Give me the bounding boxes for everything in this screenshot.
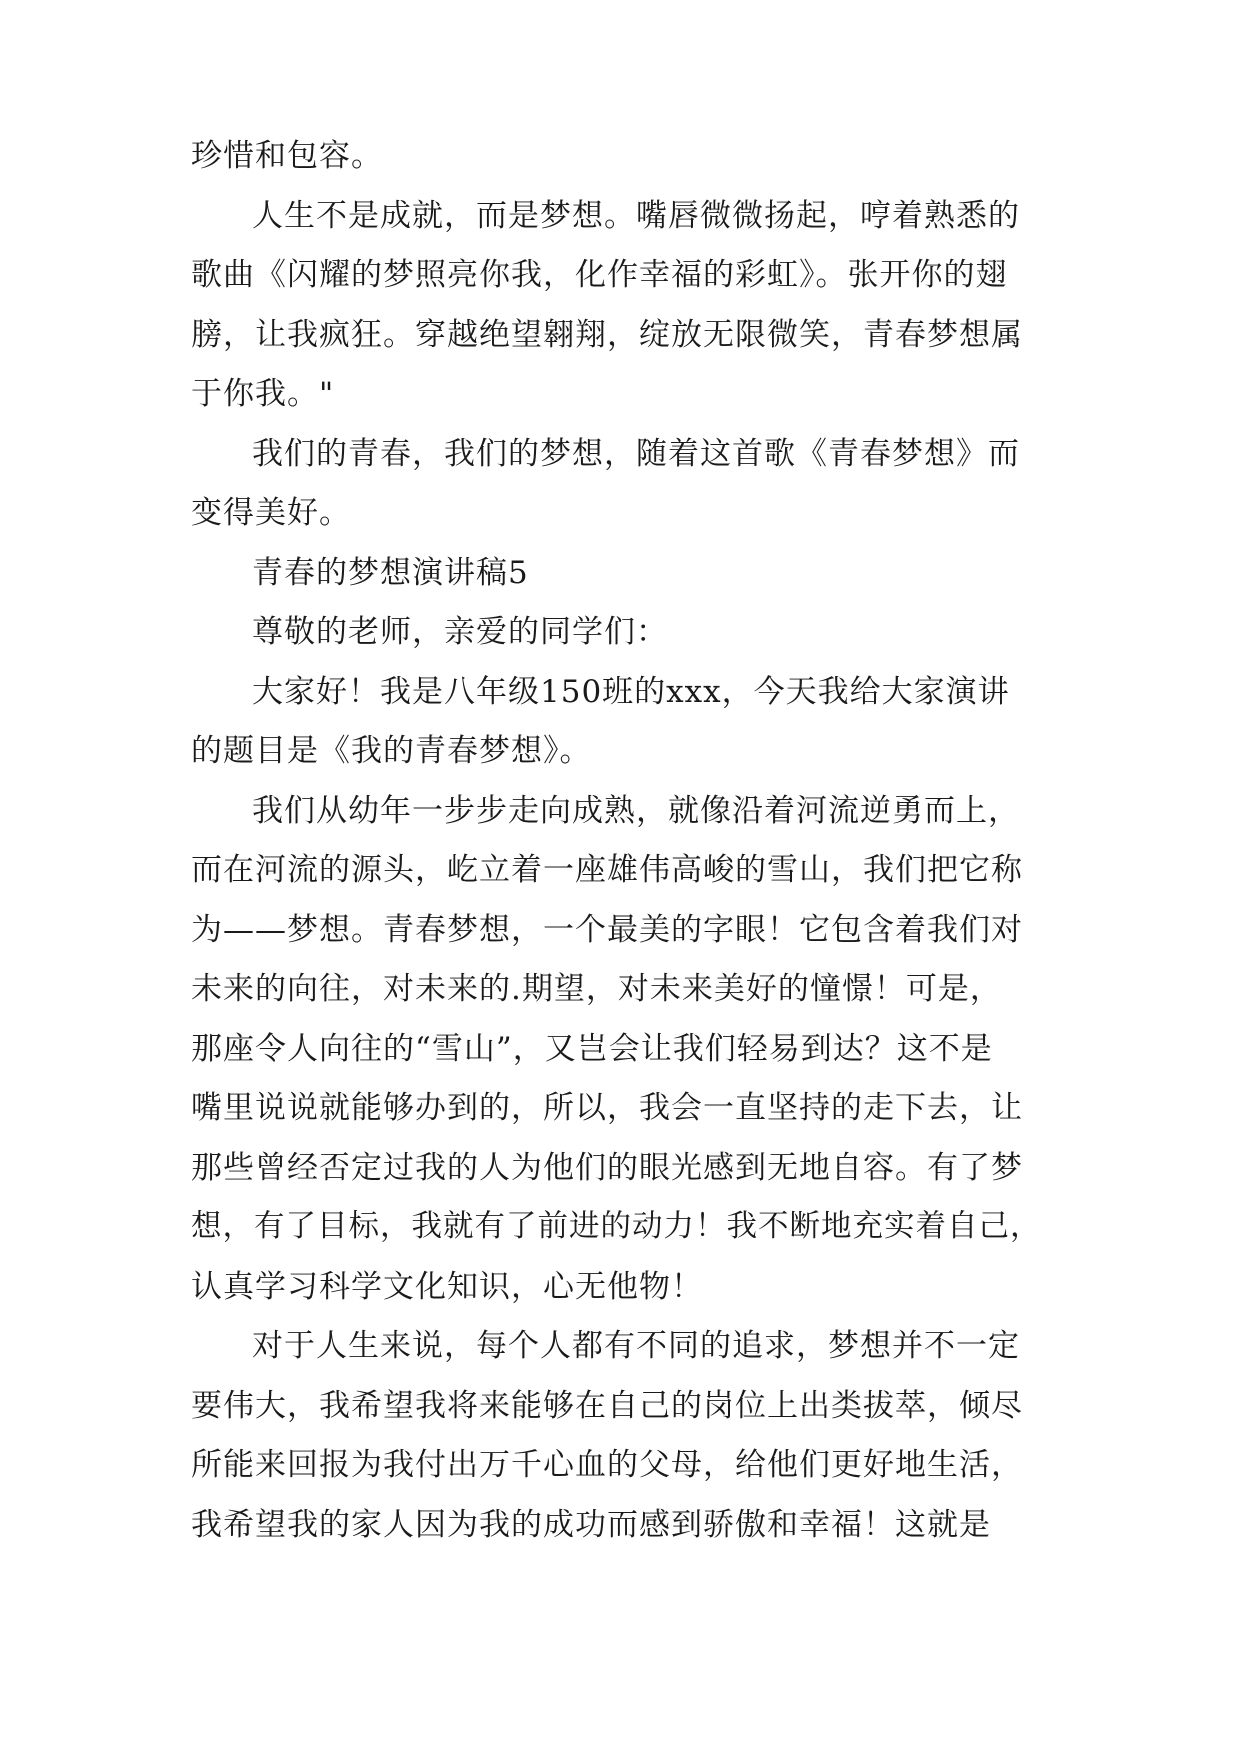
text-line: 为——梦想。青春梦想，一个最美的字眼！它包含着我们对 [191, 912, 1023, 948]
text-line: 嘴里说说就能够办到的，所以，我会一直坚持的走下去，让 [191, 1090, 1023, 1126]
text-line: 对于人生来说，每个人都有不同的追求，梦想并不一定 [252, 1328, 1020, 1364]
text-line: 所能来回报为我付出万千心血的父母，给他们更好地生活， [191, 1447, 1023, 1483]
text-line: 人生不是成就，而是梦想。嘴唇微微扬起，哼着熟悉的 [252, 198, 1020, 234]
text-line: 那座令人向往的“雪山”，又岂会让我们轻易到达？这不是 [191, 1031, 993, 1067]
text-line: 的题目是《我的青春梦想》。 [191, 733, 592, 769]
section-heading: 青春的梦想演讲稿5 [252, 555, 529, 591]
salutation: 尊敬的老师，亲爱的同学们： [252, 614, 668, 650]
text-line: 那些曾经否定过我的人为他们的眼光感到无地自容。有了梦 [191, 1150, 1023, 1186]
text-line: 要伟大，我希望我将来能够在自己的岗位上出类拔萃，倾尽 [191, 1388, 1023, 1424]
text-line: 未来的向往，对未来的.期望，对未来美好的憧憬！可是， [191, 971, 1002, 1007]
text-line: 想，有了目标，我就有了前进的动力！我不断地充实着自己， [191, 1209, 1042, 1244]
text-line: 我们的青春，我们的梦想，随着这首歌《青春梦想》而 [252, 436, 1020, 472]
text-line: 我们从幼年一步步走向成熟，就像沿着河流逆勇而上， [252, 793, 1020, 829]
text-line: 珍惜和包容。 [191, 138, 383, 174]
text-line: 歌曲《闪耀的梦照亮你我，化作幸福的彩虹》。张开你的翅 [191, 257, 1008, 293]
text-line: 于你我。" [191, 376, 335, 412]
text-line: 而在河流的源头，屹立着一座雄伟高峻的雪山，我们把它称 [191, 852, 1023, 888]
text-line: 大家好！我是八年级150班的xxx，今天我给大家演讲 [252, 674, 1010, 710]
text-line: 认真学习科学文化知识，心无他物！ [191, 1269, 703, 1305]
text-line: 膀，让我疯狂。穿越绝望翱翔，绽放无限微笑，青春梦想属 [191, 317, 1023, 353]
text-line: 我希望我的家人因为我的成功而感到骄傲和幸福！这就是 [191, 1507, 991, 1543]
text-line: 变得美好。 [191, 495, 351, 531]
